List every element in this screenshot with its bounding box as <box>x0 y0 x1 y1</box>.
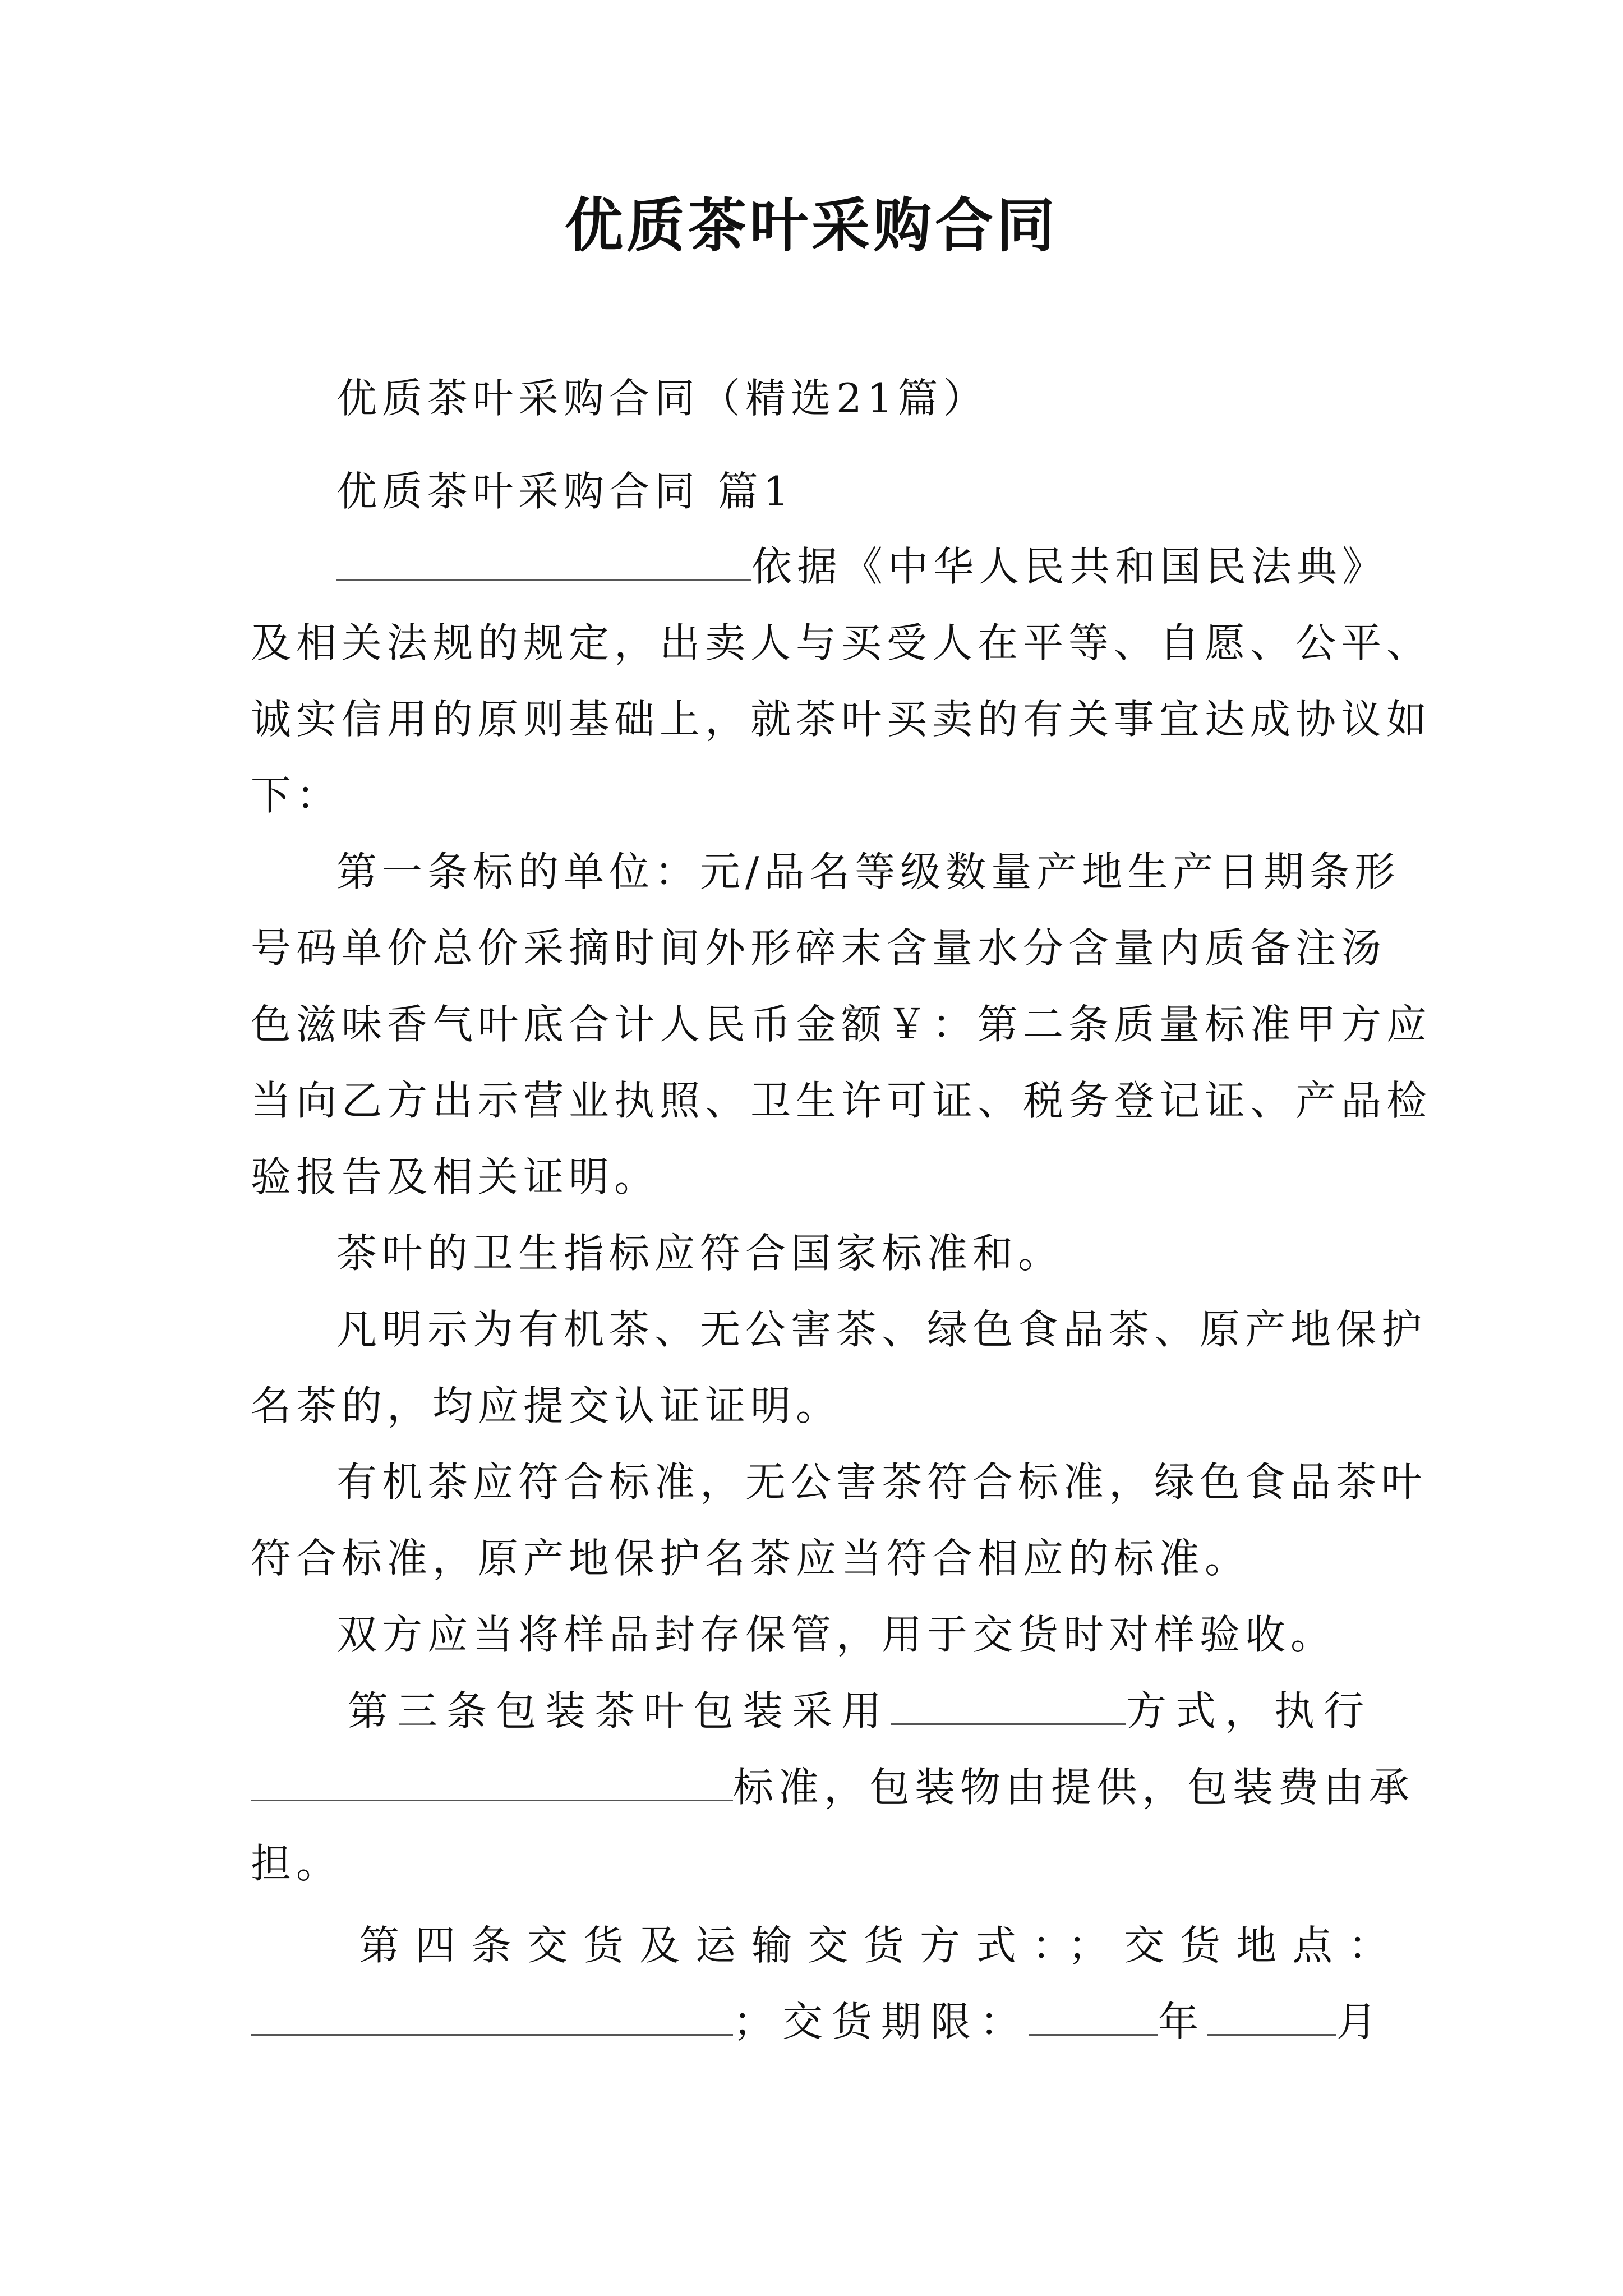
fill-in-blank <box>251 1995 733 2036</box>
article1-line-1: 第一条标的单位：元/品名等级数量产地生产日期条形 <box>336 848 1400 895</box>
article3-text-b: 方式，执行 <box>1126 1687 1373 1734</box>
article3-text-c: 标准，包装物由提供，包装费由承 <box>733 1764 1415 1811</box>
section-heading: 优质茶叶采购合同 篇1 <box>336 468 794 515</box>
fill-in-blank <box>1029 1995 1158 2036</box>
fill-in-blank <box>891 1684 1126 1725</box>
article4-year: 年 <box>1158 1998 1208 2045</box>
fill-in-blank <box>251 1760 733 1801</box>
intro-line-2: 及相关法规的规定，出卖人与买受人在平等、自愿、公平、 <box>251 619 1432 666</box>
article1-line-4: 当向乙方出示营业执照、卫生许可证、税务登记证、产品检 <box>251 1077 1432 1124</box>
article3-line-1 <box>348 1683 1406 1739</box>
article1-line-3: 色滋味香气叶底合计人民币金额￥：第二条质量标准甲方应 <box>251 1001 1432 1048</box>
organic-line-2: 名茶的，均应提交认证证明。 <box>251 1382 842 1429</box>
article4-line-2 <box>251 1994 1395 2050</box>
article4-month: 月 <box>1336 1998 1386 2045</box>
article1-line-5: 验报告及相关证明。 <box>251 1153 660 1200</box>
standards-line-1: 有机茶应符合标准，无公害茶符合标准，绿色食品茶叶 <box>336 1458 1427 1506</box>
article3-text-a: 第三条包装茶叶包装采用 <box>348 1687 891 1734</box>
article3-line-3: 担。 <box>251 1840 342 1887</box>
article4-text-a: ；交货期限： <box>733 1998 1030 2045</box>
hygiene-paragraph: 茶叶的卫生指标应符合国家标准和。 <box>336 1230 1064 1277</box>
document-title: 优质茶叶采购合同 <box>564 191 1058 260</box>
subtitle: 优质茶叶采购合同（精选21篇） <box>336 375 989 422</box>
intro-line-3: 诚实信用的原则基础上，就茶叶买卖的有关事宜达成协议如 <box>251 696 1432 743</box>
intro-line-1 <box>336 539 1395 595</box>
samples-paragraph: 双方应当将样品封存保管，用于交货时对样验收。 <box>336 1611 1336 1658</box>
intro-text: 依据《中华人民共和国民法典》 <box>751 543 1388 590</box>
fill-in-blank <box>336 540 751 581</box>
standards-line-2: 符合标准，原产地保护名茶应当符合相应的标准。 <box>251 1535 1251 1582</box>
article3-line-2 <box>251 1759 1415 1815</box>
article1-line-2: 号码单价总价采摘时间外形碎末含量水分含量内质备注汤 <box>251 924 1387 972</box>
article4-line-1: 第四条交货及运输交货方式：；交货地点： <box>359 1922 1405 1969</box>
fill-in-blank <box>1207 1995 1336 2036</box>
organic-line-1: 凡明示为有机茶、无公害茶、绿色食品茶、原产地保护 <box>336 1306 1427 1353</box>
intro-line-4: 下： <box>251 772 342 819</box>
